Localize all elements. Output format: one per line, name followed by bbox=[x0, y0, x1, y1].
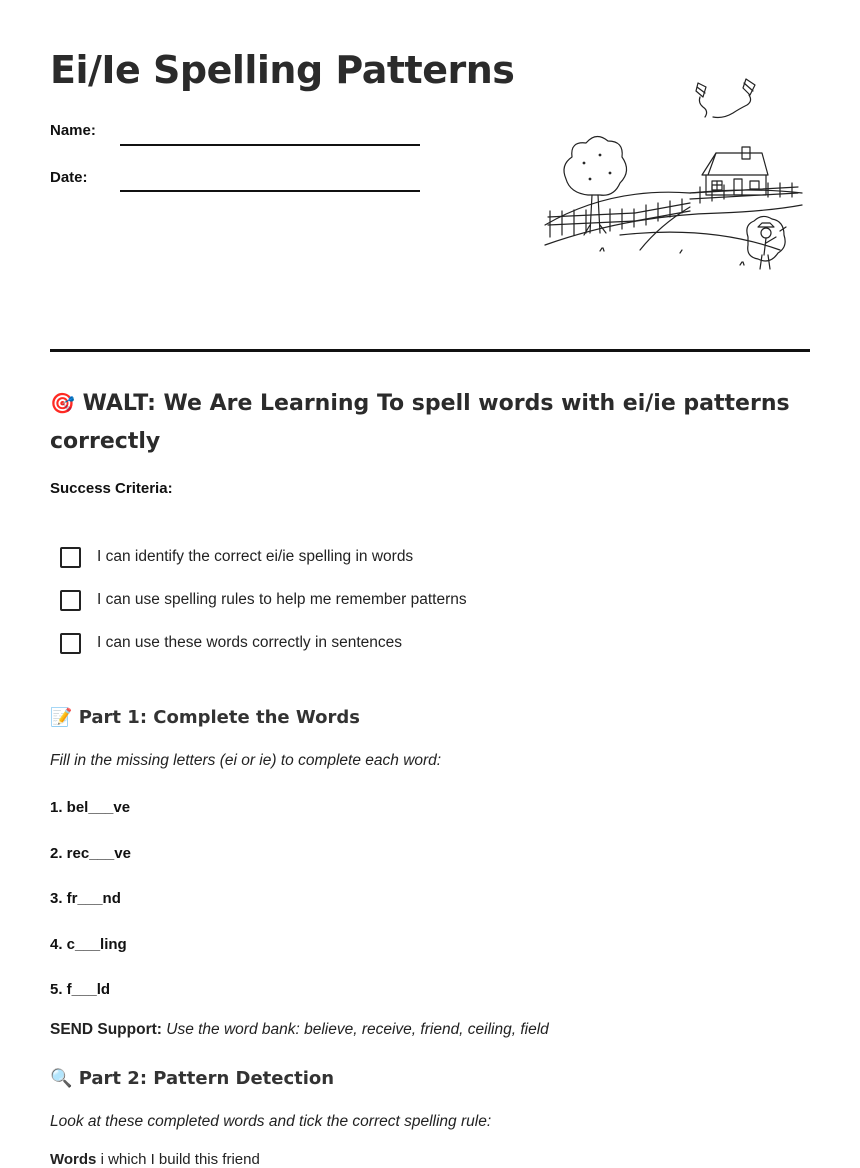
memo-icon: 📝 bbox=[50, 707, 73, 728]
part2-instruction: Look at these completed words and tick the correct spelling rule: bbox=[50, 1113, 492, 1130]
section-divider bbox=[50, 349, 810, 352]
cut-off-line bbox=[50, 1151, 260, 1168]
send-label: SEND Support: bbox=[50, 1021, 162, 1038]
date-label: Date: bbox=[50, 169, 88, 186]
criteria-text: I can use spelling rules to help me remember patterns bbox=[97, 591, 467, 608]
word-item: 1. bel___ve bbox=[50, 799, 131, 816]
part2-title: Part 2: Pattern Detection bbox=[78, 1068, 335, 1089]
cut-off-label: Words bbox=[50, 1151, 97, 1168]
cut-off-text: i which I build this friend bbox=[100, 1151, 260, 1168]
send-support bbox=[50, 1021, 549, 1039]
walt-text: WALT: We Are Learning To spell words with ei/ie patterns correctly bbox=[50, 391, 790, 454]
criteria-checkbox[interactable] bbox=[60, 633, 81, 654]
criteria-checkbox[interactable] bbox=[60, 547, 81, 568]
part1-title: Part 1: Complete the Words bbox=[78, 707, 360, 728]
magnifier-icon: 🔍 bbox=[50, 1068, 73, 1089]
walt-heading bbox=[50, 384, 790, 461]
word-item: 5. f___ld bbox=[50, 981, 111, 998]
date-field[interactable] bbox=[120, 190, 420, 192]
word-item: 4. c___ling bbox=[50, 936, 127, 953]
word-item: 2. rec___ve bbox=[50, 845, 131, 862]
criteria-item[interactable] bbox=[60, 631, 402, 655]
target-icon: 🎯 bbox=[50, 391, 75, 415]
name-label: Name: bbox=[50, 122, 96, 139]
success-criteria-label: Success Criteria: bbox=[50, 480, 173, 497]
name-field[interactable] bbox=[120, 144, 420, 146]
kite-icon bbox=[696, 83, 707, 117]
page-title: Ei/Ie Spelling Patterns bbox=[50, 48, 515, 92]
part2-heading bbox=[50, 1068, 334, 1089]
send-word-bank: Use the word bank: believe, receive, friend, ceiling, field bbox=[166, 1021, 549, 1038]
part1-heading bbox=[50, 707, 360, 728]
countryside-cottage-illustration bbox=[540, 75, 810, 280]
word-item: 3. fr___nd bbox=[50, 890, 121, 907]
part1-instruction: Fill in the missing letters (ei or ie) to complete each word: bbox=[50, 752, 442, 769]
criteria-text: I can identify the correct ei/ie spelling in words bbox=[97, 548, 414, 565]
criteria-checkbox[interactable] bbox=[60, 590, 81, 611]
criteria-item[interactable] bbox=[60, 545, 413, 569]
kite-icon bbox=[713, 79, 755, 118]
criteria-text: I can use these words correctly in sentences bbox=[97, 634, 402, 651]
criteria-item[interactable] bbox=[60, 588, 467, 612]
